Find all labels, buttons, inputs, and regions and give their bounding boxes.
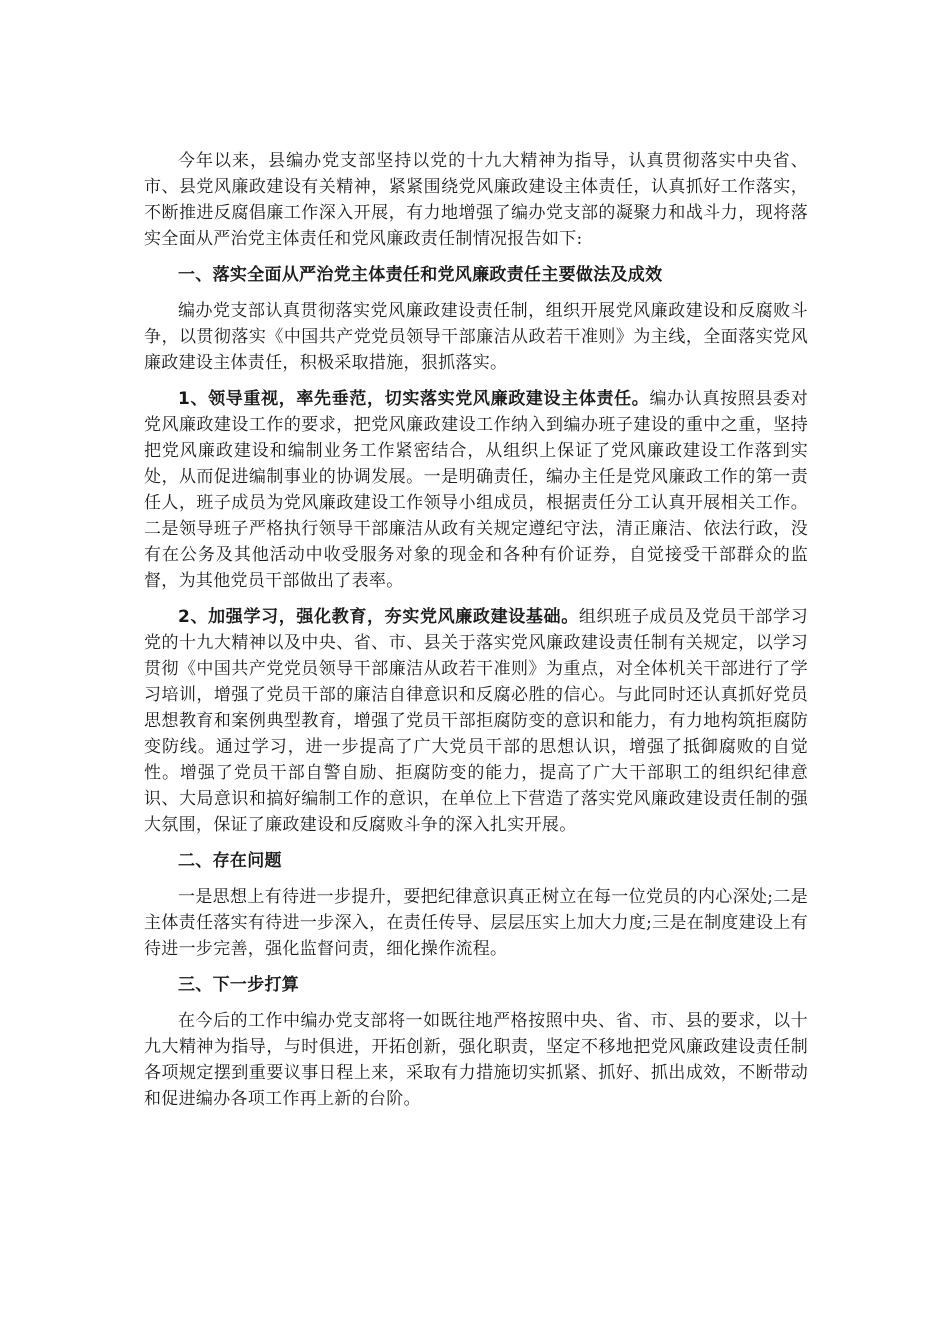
section-2-paragraph: 一是思想上有待进一步提升，要把纪律意识真正树立在每一位党员的内心深处;二是主体责任落实有待进一步深入，在责任传导、层层压实上加大力度;三是在制度建设上有待进一步完善，强化监督问责，细化操作流程。 bbox=[144, 887, 808, 959]
section-1-paragraph: 编办党支部认真贯彻落实党风廉政建设责任制，组织开展党风廉政建设和反腐败斗争，以贯彻落实《中国共产党党员领导干部廉洁从政若干准则》为主线，全面落实党风廉政建设主体责任，积极采取措施，狠抓落实。 bbox=[144, 301, 808, 373]
document-body bbox=[144, 148, 808, 1122]
section-1-item-1 bbox=[144, 386, 808, 594]
section-3-heading: 三、下一步打算 bbox=[178, 975, 300, 995]
item-1-lead: 1、领导重视，率先垂范，切实落实党风廉政建设主体责任。 bbox=[178, 389, 650, 409]
item-2-lead: 2、加强学习，强化教育，夯实党风廉政建设基础。 bbox=[178, 607, 579, 627]
item-2-body: 组织班子成员及党员干部学习党的十九大精神以及中央、省、市、县关于落实党风廉政建设责任制有关规定，以学习贯彻《中国共产党党员领导干部廉洁从政若干准则》为重点，对全体机关干部进行了学习培训，增强了党员干部的廉洁自律意识和反腐必胜的信心。与此同时还认真抓好党员思想教育和案例典型教育，增强了党员干部拒腐防变的意识和能力，有力地构筑拒腐防变防线。通过学习，进一步提高了广大党员干部的思想认识，增强了抵御腐败的自觉性。增强了党员干部自警自励、拒腐防变的能力，提高了广大干部职工的组织纪律意识、大局意识和搞好编制工作的意识，在单位上下营造了落实党风廉政建设责任制的强大氛围，保证了廉政建设和反腐败斗争的深入扎实开展。 bbox=[144, 607, 808, 835]
section-3-paragraph: 在今后的工作中编办党支部将一如既往地严格按照中央、省、市、县的要求，以十九大精神为指导，与时俱进，开拓创新，强化职责，坚定不移地把党风廉政建设责任制各项规定摆到重要议事日程上来，采取有力措施切实抓紧、抓好、抓出成效，不断带动和促进编办各项工作再上新的台阶。 bbox=[144, 1011, 808, 1109]
item-1-body: 编办认真按照县委对党风廉政建设工作的要求，把党风廉政建设工作纳入到编办班子建设的重中之重，坚持把党风廉政建设和编制业务工作紧密结合，从组织上保证了党风廉政建设工作落到实处，从而促进编制事业的协调发展。一是明确责任，编办主任是党风廉政工作的第一责任人，班子成员为党风廉政建设工作领导小组成员，根据责任分工认真开展相关工作。二是领导班子严格执行领导干部廉洁从政有关规定遵纪守法，清正廉洁、依法行政，没有在公务及其他活动中收受服务对象的现金和各种有价证券，自觉接受干部群众的监督，为其他党员干部做出了表率。 bbox=[144, 389, 808, 591]
section-2-heading: 二、存在问题 bbox=[178, 851, 282, 871]
section-1-item-2 bbox=[144, 604, 808, 838]
section-1-heading: 一、落实全面从严治党主体责任和党风廉政责任主要做法及成效 bbox=[178, 265, 663, 285]
intro-paragraph: 今年以来，县编办党支部坚持以党的十九大精神为指导，认真贯彻落实中央省、市、县党风廉政建设有关精神，紧紧围绕党风廉政建设主体责任，认真抓好工作落实，不断推进反腐倡廉工作深入开展，有力地增强了编办党支部的凝聚力和战斗力，现将落实全面从严治党主体责任和党风廉政责任制情况报告如下: bbox=[144, 151, 808, 249]
